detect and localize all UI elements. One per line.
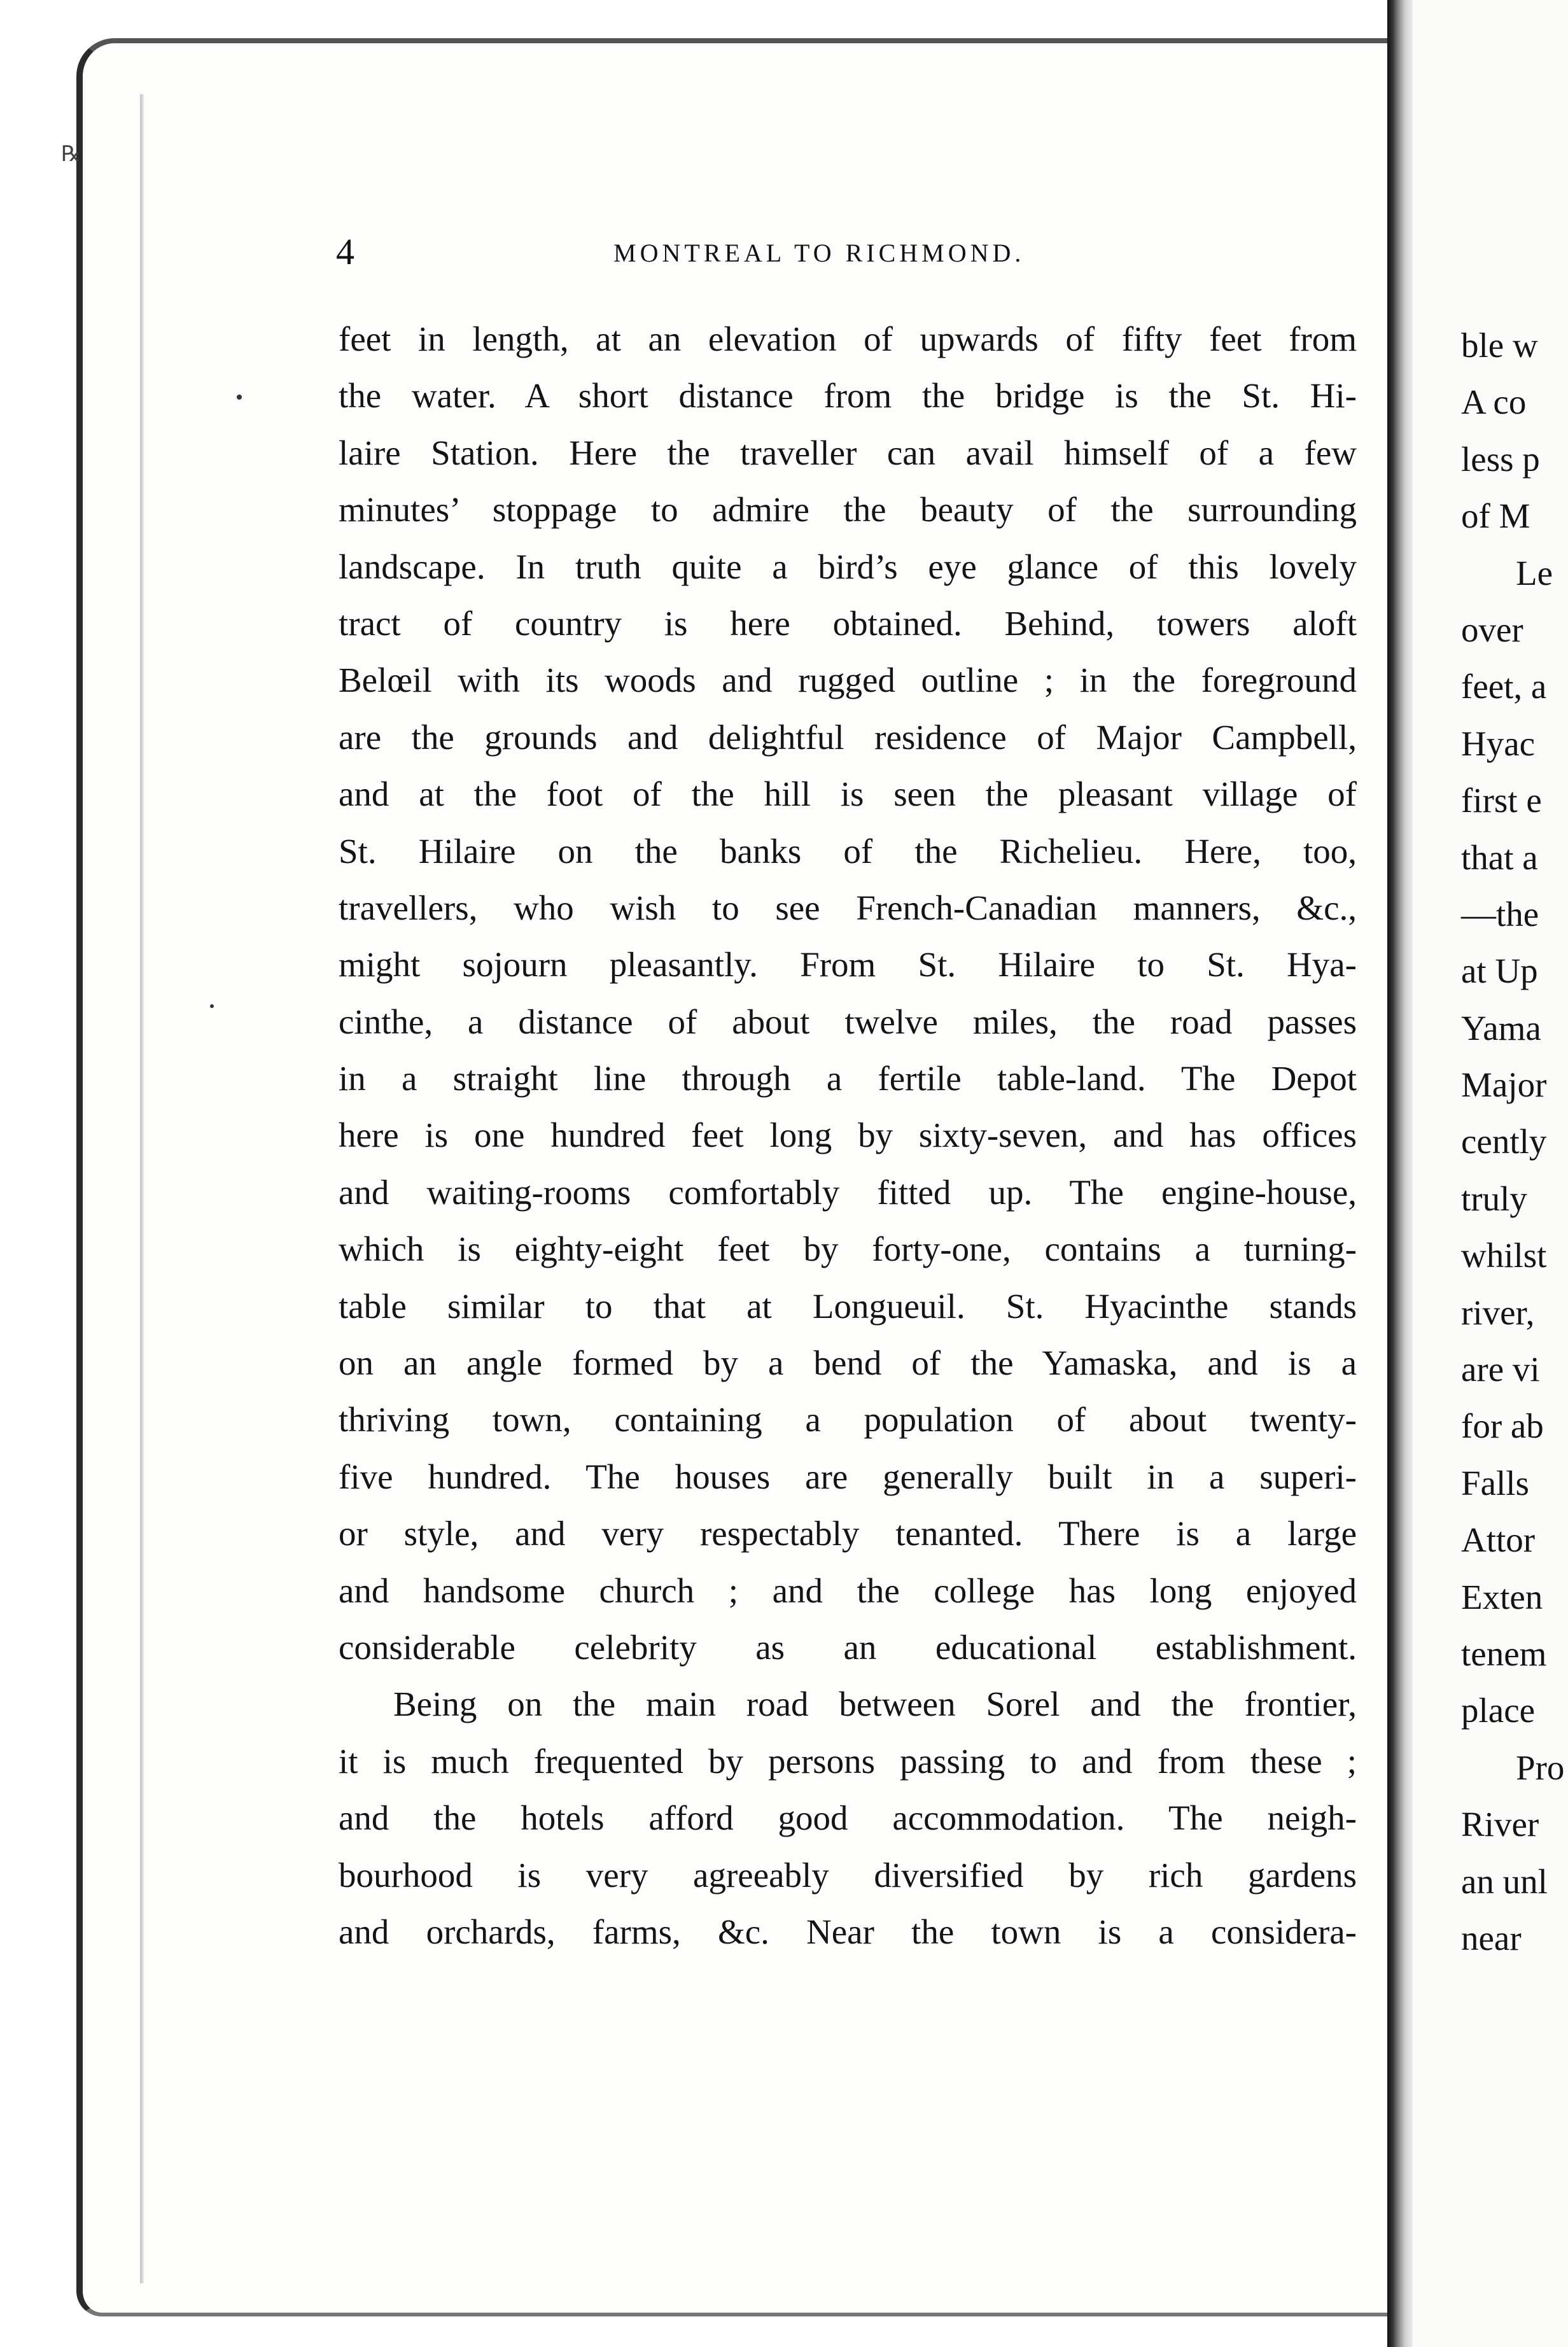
text-line: Belœil with its woods and rugged outline ; in the foreground bbox=[339, 661, 1357, 700]
running-head bbox=[336, 230, 1380, 275]
text-line-fragment: Major bbox=[1461, 1065, 1547, 1105]
text-line: the water. A short distance from the bridge is the St. Hi- bbox=[339, 376, 1357, 416]
speck-mark bbox=[210, 1004, 214, 1008]
book-gutter bbox=[1387, 0, 1413, 2347]
text-line-fragment: an unl bbox=[1461, 1861, 1548, 1901]
text-line: thriving town, containing a population of about twenty- bbox=[339, 1400, 1357, 1440]
text-line: landscape. In truth quite a bird’s eye glance of this lovely bbox=[339, 547, 1357, 586]
text-line: cinthe, a distance of about twelve miles, the road passes bbox=[339, 1002, 1357, 1041]
text-line: minutes’ stoppage to admire the beauty of the surrounding bbox=[339, 490, 1357, 529]
text-line-fragment: Pro bbox=[1516, 1748, 1565, 1787]
text-line: tract of country is here obtained. Behind, towers aloft bbox=[339, 603, 1357, 643]
text-line: feet in length, at an elevation of upwards of fifty feet from bbox=[339, 319, 1357, 358]
text-line: and the hotels afford good accommodation. The neigh- bbox=[339, 1798, 1357, 1838]
text-line-fragment: that a bbox=[1461, 837, 1538, 877]
text-line-fragment: whilst bbox=[1461, 1236, 1547, 1275]
text-line: and at the foot of the hill is seen the pleasant village of bbox=[339, 774, 1357, 814]
text-line: and handsome church ; and the college has long enjoyed bbox=[339, 1571, 1357, 1610]
text-line-fragment: less p bbox=[1461, 439, 1540, 479]
page-number: 4 bbox=[336, 231, 354, 272]
text-line: laire Station. Here the traveller can avail himself of a few bbox=[339, 433, 1357, 472]
text-line: and orchards, farms, &c. Near the town is a considera- bbox=[339, 1912, 1357, 1951]
text-line: considerable celebrity as an educational establishment. bbox=[339, 1627, 1357, 1667]
text-line: it is much frequented by persons passing to and from these ; bbox=[339, 1741, 1357, 1781]
text-line-fragment: first e bbox=[1461, 781, 1542, 820]
running-title: MONTREAL TO RICHMOND. bbox=[613, 239, 1025, 267]
text-line-fragment: A co bbox=[1461, 382, 1527, 422]
text-line-fragment: Exten bbox=[1461, 1577, 1543, 1616]
body-text bbox=[339, 311, 1357, 1960]
text-line-fragment: Yama bbox=[1461, 1008, 1541, 1047]
text-line: table similar to that at Longueuil. St. Hyacinthe stands bbox=[339, 1286, 1357, 1326]
text-line: bourhood is very agreeably diversified by rich gardens bbox=[339, 1855, 1357, 1895]
text-line: Being on the main road between Sorel and the frontier, bbox=[393, 1685, 1357, 1724]
text-line-fragment: place bbox=[1461, 1691, 1536, 1730]
text-line-fragment: tenem bbox=[1461, 1634, 1547, 1673]
text-line-fragment: ble w bbox=[1461, 326, 1538, 365]
text-line-fragment: Falls bbox=[1461, 1463, 1529, 1503]
text-line-fragment: —the bbox=[1461, 894, 1539, 934]
text-line-fragment: near bbox=[1461, 1918, 1522, 1958]
text-line-fragment: Hyac bbox=[1461, 724, 1536, 763]
text-line: travellers, who wish to see French-Canadian manners, &c., bbox=[339, 888, 1357, 927]
speck-mark bbox=[237, 395, 242, 400]
text-line: or style, and very respectably tenanted. There is a large bbox=[339, 1514, 1357, 1553]
text-line: and waiting-rooms comfortably fitted up. The engine-house, bbox=[339, 1172, 1357, 1212]
page-edge-shadow bbox=[140, 94, 144, 2283]
text-line-fragment: cently bbox=[1461, 1122, 1547, 1161]
text-line: here is one hundred feet long by sixty-seven, and has offices bbox=[339, 1116, 1357, 1155]
text-line: in a straight line through a fertile table-land. The Depot bbox=[339, 1059, 1357, 1098]
text-line-fragment: feet, a bbox=[1461, 667, 1547, 706]
text-line: St. Hilaire on the banks of the Richelieu. Here, too, bbox=[339, 831, 1357, 871]
text-line-fragment: Le bbox=[1516, 553, 1553, 592]
text-line: which is eighty-eight feet by forty-one, contains a turning- bbox=[339, 1230, 1357, 1269]
text-line-fragment: over bbox=[1461, 610, 1523, 649]
text-line: five hundred. The houses are generally built in a superi- bbox=[339, 1457, 1357, 1496]
text-line: might sojourn pleasantly. From St. Hilaire to St. Hya- bbox=[339, 945, 1357, 984]
text-line-fragment: are vi bbox=[1461, 1350, 1540, 1389]
text-line-fragment: Attor bbox=[1461, 1520, 1536, 1560]
text-line-fragment: of M bbox=[1461, 496, 1530, 536]
text-line: on an angle formed by a bend of the Yamaska, and is a bbox=[339, 1343, 1357, 1383]
text-line: are the grounds and delightful residence of Major Campbell, bbox=[339, 717, 1357, 757]
text-line-fragment: at Up bbox=[1461, 951, 1538, 991]
text-line-fragment: river, bbox=[1461, 1293, 1535, 1332]
text-line-fragment: River bbox=[1461, 1805, 1539, 1844]
text-line-fragment: for ab bbox=[1461, 1406, 1544, 1446]
text-line-fragment: truly bbox=[1461, 1179, 1527, 1218]
scan-mark: ℞ bbox=[61, 141, 81, 167]
right-page-text-fragments bbox=[1461, 317, 1568, 1966]
